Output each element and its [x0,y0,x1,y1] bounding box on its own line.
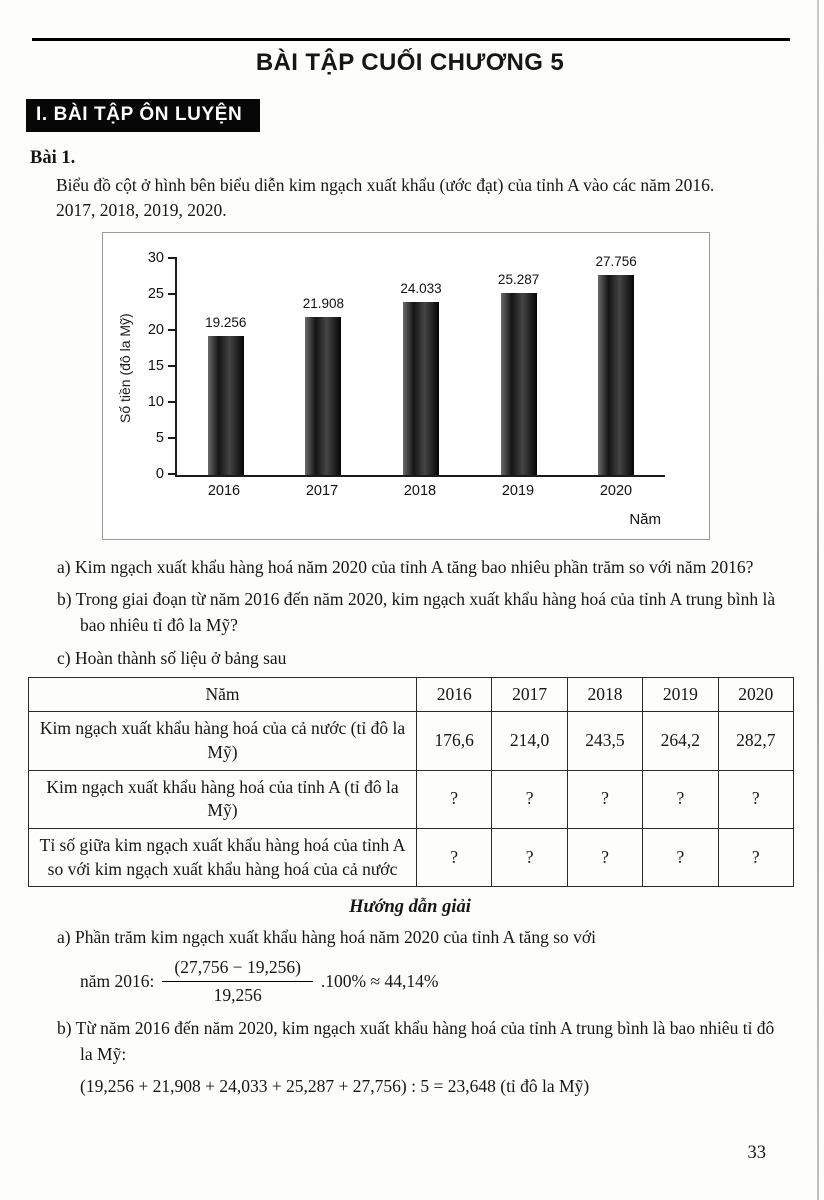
solution-b-intro: b) Từ năm 2016 đến năm 2020, kim ngạch xuất khẩu hàng hoá của tỉnh A trung bình là bao nhiêu tỉ đô la Mỹ: [57,1017,775,1065]
scan-edge-artifact [817,0,819,1200]
solution-a-intro: a) Phần trăm kim ngạch xuất khẩu hàng hoá năm 2020 của tỉnh A tăng so với [57,927,597,948]
table-cell: ? [492,828,567,886]
table-cell: 214,0 [492,712,567,770]
bar-2016 [205,315,247,475]
y-tick [155,429,177,446]
y-tick [147,249,177,266]
bar-column [177,259,275,475]
bar-value-label: 27.756 [595,253,637,269]
y-tick-label: 5 [155,429,164,446]
table-header-cell: 2017 [492,677,567,712]
exercise-intro: Biểu đồ cột ở hình bên biểu diễn kim ngạch xuất khẩu (ước đạt) của tỉnh A vào các năm 2016. 2017, 2018, 2019, 2020. [56,175,715,221]
solution-a-prefix: năm 2016: [80,971,155,992]
table-cell: ? [643,770,718,828]
bar-column [567,253,665,475]
table-row [29,828,794,886]
y-tick [147,321,177,338]
bar-column [470,259,568,475]
exercise-label: Bài 1. [30,148,76,168]
table-row-label: Kim ngạch xuất khẩu hàng hoá của tỉnh A (tỉ đô la Mỹ) [29,770,417,828]
table-header-row [29,677,794,712]
top-rule [32,38,790,41]
x-tick-label: 2019 [501,482,535,499]
table-cell: ? [718,828,793,886]
bar-2020 [595,253,637,475]
fraction [162,956,313,1007]
chapter-title: BÀI TẬP CUỐI CHƯƠNG 5 [255,49,565,76]
y-tick [155,465,177,482]
table-row [29,712,794,770]
table-cell: 282,7 [718,712,793,770]
solution-a-calculation [80,956,790,1007]
table-cell: 243,5 [567,712,642,770]
solution-b-formula: (19,256 + 21,908 + 24,033 + 25,287 + 27,756) : 5 = 23,648 (tỉ đô la Mỹ) [80,1076,590,1097]
table-row-label: Tỉ số giữa kim ngạch xuất khẩu hàng hoá của tỉnh A so với kim ngạch xuất khẩu hàng hoá của cả nước [29,828,417,886]
bar-value-label: 19.256 [205,315,247,331]
x-tick-label: 2020 [599,482,633,499]
table-header-cell: 2019 [643,677,718,712]
table-header-cell: 2020 [718,677,793,712]
table-cell: ? [567,770,642,828]
bar-2018 [400,280,442,475]
fraction-denominator: 19,256 [213,985,262,1006]
table-header-cell: 2018 [567,677,642,712]
table-cell: ? [417,770,492,828]
data-table [28,677,794,887]
table-cell: ? [492,770,567,828]
y-tick [147,285,177,302]
table-cell: ? [417,828,492,886]
table-row [29,770,794,828]
y-tick-label: 0 [155,465,164,482]
x-tick-label: 2018 [403,482,437,499]
chart-y-axis-title: Số tiền (đô la Mỹ) [117,312,133,423]
y-tick-label: 25 [147,285,164,302]
chart-x-axis-title: Năm [629,510,661,528]
y-tick-label: 30 [147,249,164,266]
y-tick-label: 15 [147,357,164,374]
fraction-numerator: (27,756 − 19,256) [162,956,313,982]
solution-a-result: .100% ≈ 44,14% [320,971,439,992]
bar-2019 [497,271,540,475]
chart-x-labels [175,483,665,499]
x-tick-label: 2016 [207,482,241,499]
table-cell: ? [718,770,793,828]
bar-value-label: 24.033 [400,280,442,296]
bar-value-label: 21.908 [302,296,345,312]
table-cell: 176,6 [417,712,492,770]
table-header-cell: 2016 [417,677,492,712]
table-cell: ? [567,828,642,886]
question-c: c) Hoàn thành số liệu ở bảng sau [57,647,287,668]
bar-column [372,259,470,475]
chart-plot [147,249,665,482]
question-b: b) Trong giai đoạn từ năm 2016 đến năm 2020, kim ngạch xuất khẩu hàng hoá của tỉnh A trung bình là bao nhiêu tỉ đô la Mỹ? [57,589,776,636]
table-cell: ? [643,828,718,886]
bar-chart [102,232,710,540]
bar-2017 [302,296,345,475]
bar-value-label: 25.287 [497,271,540,287]
table-header-cell: Năm [29,677,417,712]
question-a: a) Kim ngạch xuất khẩu hàng hoá năm 2020 của tỉnh A tăng bao nhiêu phần trăm so với năm 2016? [57,556,754,577]
y-tick [147,357,177,374]
solution-heading: Hướng dẫn giải [349,897,471,918]
y-tick-label: 10 [147,393,164,410]
table-row-label: Kim ngạch xuất khẩu hàng hoá của cả nước (tỉ đô la Mỹ) [29,712,417,770]
bar-column [275,259,373,475]
y-tick-label: 20 [147,321,164,338]
table-cell: 264,2 [643,712,718,770]
page-number: 33 [747,1143,766,1163]
section-header: I. BÀI TẬP ÔN LUYỆN [26,99,260,132]
x-tick-label: 2017 [305,482,339,499]
y-tick [147,393,177,410]
